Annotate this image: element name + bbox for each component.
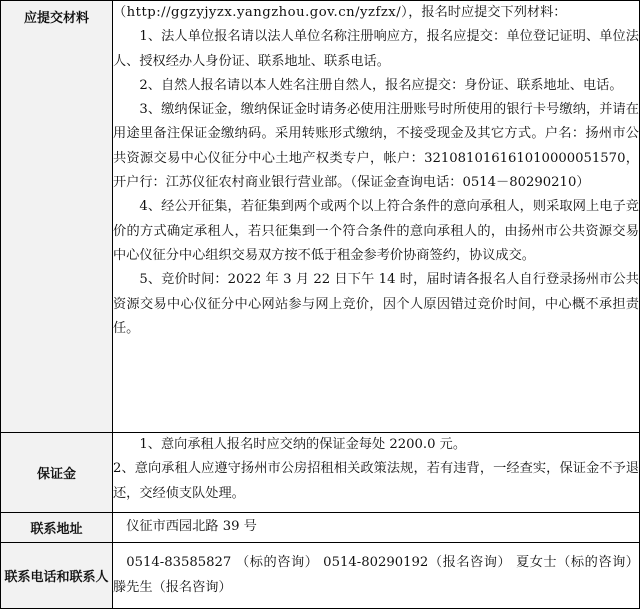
address-label: 联系地址 xyxy=(1,513,113,543)
materials-item-1: 1、法人单位报名请以法人单位名称注册响应方，报名应提交：单位登记证明、单位法人、授权经办人身份证、联系地址、联系电话。 xyxy=(113,29,639,69)
deposit-label: 保证金 xyxy=(1,433,113,513)
deposit-content xyxy=(113,433,640,513)
materials-content xyxy=(113,1,640,433)
address-value: 仪征市西园北路 39 号 xyxy=(126,519,257,535)
address-content xyxy=(113,513,640,543)
materials-item-3: 3、缴纳保证金，缴纳保证金时请务必使用注册账号时所使用的银行卡号缴纳，并请在用途里备注保证金缴纳码。采用转账形式缴纳，不接受现金及其它方式。户名：扬州市公共资源交易中心仪征分中心土地产权类专户，帐户：32108101616101000005157​0，开户行：江苏仪征农村商业银行营业部。（保证金查询电话：0514－80290210） xyxy=(113,102,639,191)
materials-row xyxy=(1,1,640,433)
portal-url[interactable]: （http://ggzyjyzx.yangzhou.gov.cn/yzfzx/） xyxy=(113,5,409,20)
contact-content xyxy=(113,543,640,609)
deposit-row xyxy=(1,433,640,513)
contact-value: 0514-83585827 （标的咨询） 0514-80290192（报名咨询） 夏女士（标的咨询） 滕先生（报名咨询） xyxy=(113,555,639,595)
address-row xyxy=(1,513,640,543)
contact-label: 联系电话和联系人 xyxy=(1,543,113,609)
materials-label: 应提交材料 xyxy=(1,1,113,433)
materials-intro-suffix: ，报名时应提交下列材料： xyxy=(408,5,567,20)
materials-intro xyxy=(113,1,639,25)
materials-item-5: 5、竞价时间：2022 年 3 月 22 日下午 14 时，届时请各报名人自行登录扬州市公共资源交易中心仪征分中心网站参与网上竞价，因个人原因错过竞价时间，中心概不承担责任。 xyxy=(113,272,639,336)
contact-row xyxy=(1,543,640,609)
materials-item-4: 4、经公开征集，若征集到两个或两个以上符合条件的意向承租人，则采取网上电子竞价的方式确定承租人，若只征集到一个符合条件的意向承租人的，由扬州市公共资源交易中心仪征分中心组织交易双方按不低于租金参考价协商签约，协议成交。 xyxy=(113,199,639,263)
deposit-item-2: 2、意向承租人应遵守扬州市公房招租相关政策法规，若有违背，一经查实，保证金不予退还，交经侦支队处理。 xyxy=(113,461,639,501)
deposit-item-1: 1、意向承租人报名时应交纳的保证金每处 2200.0 元。 xyxy=(139,437,467,452)
materials-item-2: 2、自然人报名请以本人姓名注册自然人，报名应提交：身份证、联系地址、电话。 xyxy=(139,77,623,93)
